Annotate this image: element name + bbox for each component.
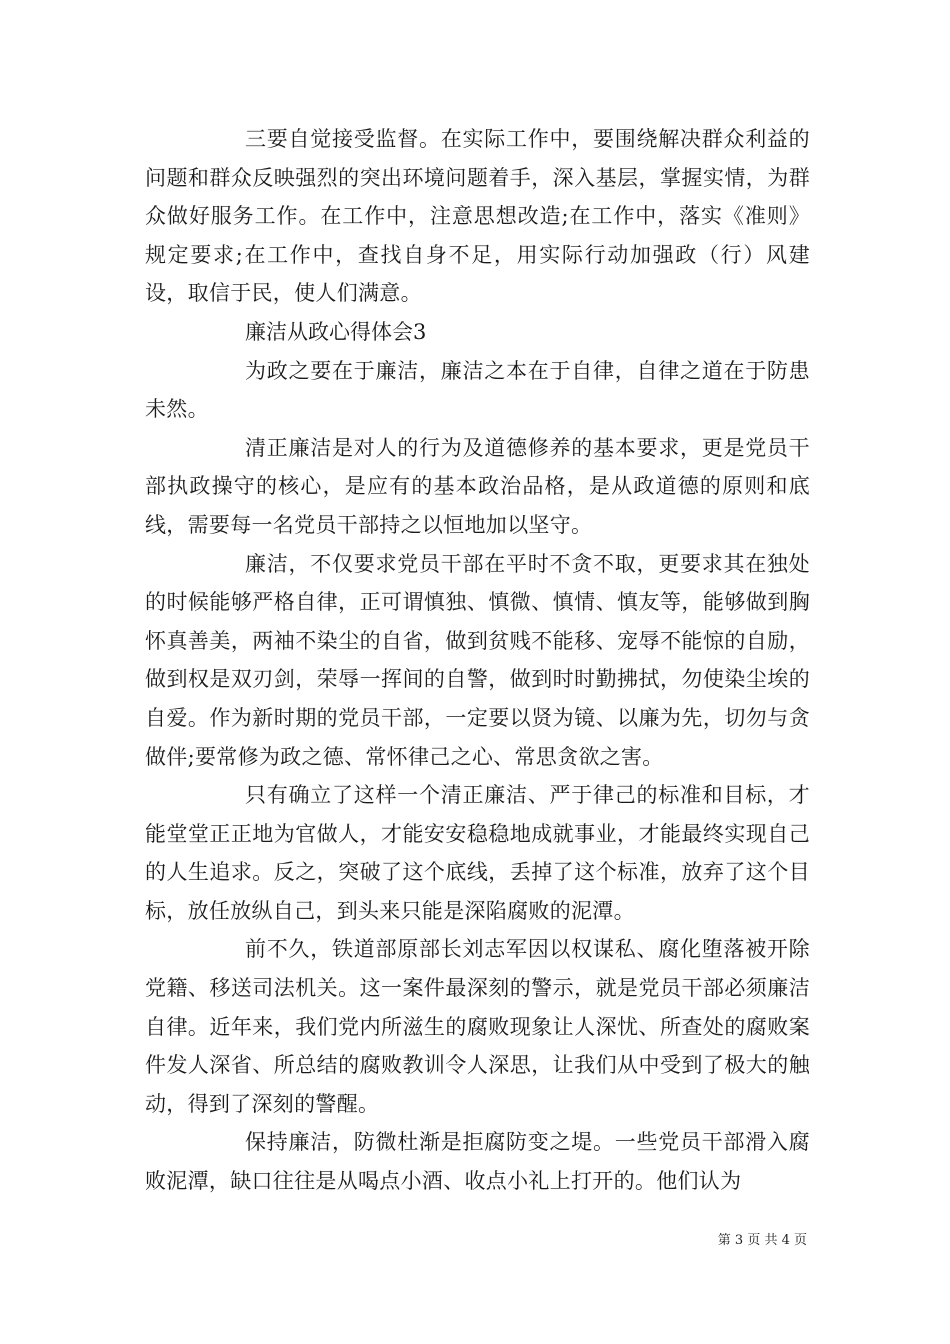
paragraph-integrity: 清正廉洁是对人的行为及道德修养的基本要求，更是党员干部执政操守的核心，是应有的基本政治品格，是从政道德的原则和底线，需要每一名党员干部持之以恒地加以坚守。 xyxy=(145,435,810,537)
paragraph-self-discipline: 廉洁，不仅要求党员干部在平时不贪不取，更要求其在独处的时候能够严格自律，正可谓慎独、慎微、慎情、慎友等，能够做到胸怀真善美，两袖不染尘的自省，做到贫贱不能移、宠辱不能惊的自励，做到权是双刃剑，荣辱一挥间的自警，做到时时勤拂拭，勿使染尘埃的自爱。作为新时期的党员干部，一定要以贤为镜、以廉为先，切勿与贪做伴;要常修为政之德、常怀律己之心、常思贪欲之害。 xyxy=(145,551,810,769)
paragraph-case-warning: 前不久，铁道部原部长刘志军因以权谋私、腐化堕落被开除党籍、移送司法机关。这一案件最深刻的警示，就是党员干部必须廉洁自律。近年来，我们党内所滋生的腐败现象让人深忧、所查处的腐败案件发人深省、所总结的腐败教训令人深思，让我们从中受到了极大的触动，得到了深刻的警醒。 xyxy=(145,937,810,1116)
paragraph-prevention: 保持廉洁，防微杜渐是拒腐防变之堤。一些党员干部滑入腐败泥潭，缺口往往是从喝点小酒、收点小礼上打开的。他们认为 xyxy=(145,1130,810,1194)
paragraph-supervision: 三要自觉接受监督。在实际工作中，要围绕解决群众利益的问题和群众反映强烈的突出环境问题着手，深入基层，掌握实情，为群众做好服务工作。在工作中，注意思想改造;在工作中，落实《准则》规定要求;在工作中，查找自身不足，用实际行动加强政（行）风建设，取信于民，使人们满意。 xyxy=(145,127,810,306)
section-heading: 廉洁从政心得体会3 xyxy=(245,319,427,344)
document-body xyxy=(145,120,810,1201)
paragraph-intro: 为政之要在于廉洁，廉洁之本在于自律，自律之道在于防患未然。 xyxy=(145,358,810,422)
paragraph-standards: 只有确立了这样一个清正廉洁、严于律己的标准和目标，才能堂堂正正地为官做人，才能安安稳稳地成就事业，才能最终实现自己的人生追求。反之，突破了这个底线，丢掉了这个标准，放弃了这个目标，放任放纵自己，到头来只能是深陷腐败的泥潭。 xyxy=(145,783,810,923)
page-number: 第 3 页 共 4 页 xyxy=(717,1233,807,1248)
